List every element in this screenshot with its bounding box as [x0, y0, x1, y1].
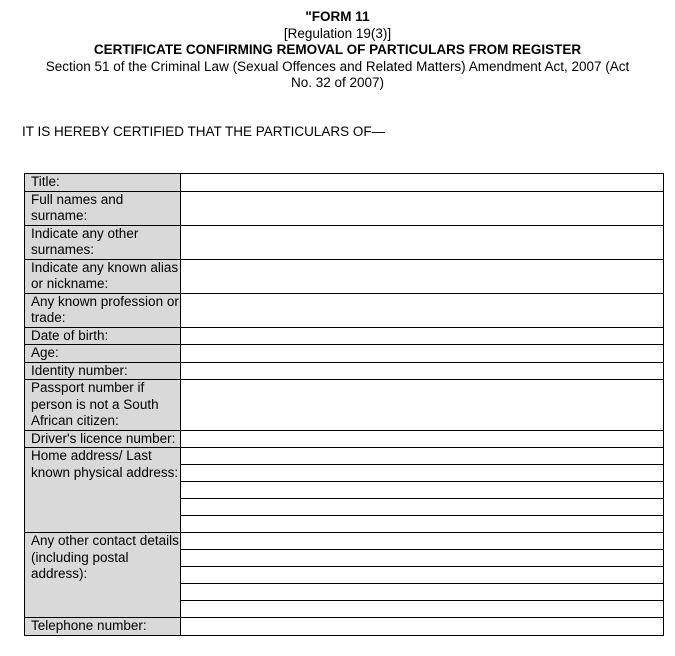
section-reference-line-2: No. 32 of 2007): [290, 75, 385, 90]
form-row-identity-number: [25, 362, 664, 380]
field-label-age: Age:: [25, 345, 181, 363]
form-row-any-known-profession-or-trade: [25, 293, 664, 327]
field-value-home-address-last-known-physical-address-4[interactable]: [181, 499, 664, 516]
form-number: "FORM 11: [305, 9, 370, 24]
form-row-indicate-any-known-alias-or-nickname: [25, 259, 664, 293]
field-value-indicate-any-other-surnames[interactable]: [181, 225, 664, 259]
field-label-date-of-birth: Date of birth:: [25, 327, 181, 345]
field-value-any-other-contact-details-including-postal-address-1[interactable]: [181, 533, 664, 550]
field-value-home-address-last-known-physical-address-1[interactable]: [181, 448, 664, 465]
field-value-any-other-contact-details-including-postal-address-3[interactable]: [181, 567, 664, 584]
field-label-title: Title:: [25, 174, 181, 192]
field-label-indicate-any-other-surnames: Indicate any other surnames:: [25, 225, 181, 259]
certificate-title: CERTIFICATE CONFIRMING REMOVAL OF PARTICULARS FROM REGISTER: [93, 42, 582, 57]
field-value-home-address-last-known-physical-address-5[interactable]: [181, 516, 664, 533]
form-row-telephone-number: [25, 618, 664, 636]
regulation-reference: [Regulation 19(3)]: [283, 26, 392, 41]
form-row-title: [25, 174, 664, 192]
field-label-indicate-any-known-alias-or-nickname: Indicate any known alias or nickname:: [25, 259, 181, 293]
field-label-identity-number: Identity number:: [25, 362, 181, 380]
form-row-date-of-birth: [25, 327, 664, 345]
form-row-home-address-last-known-physical-address-1: [25, 448, 664, 465]
field-label-home-address-last-known-physical-address: Home address/ Last known physical address:: [25, 448, 181, 533]
field-value-indicate-any-known-alias-or-nickname[interactable]: [181, 259, 664, 293]
field-value-any-other-contact-details-including-postal-address-4[interactable]: [181, 584, 664, 601]
field-value-passport-number-if-person-is-not-a-south-african-citizen[interactable]: [181, 380, 664, 431]
form-row-full-names-and-surname: [25, 191, 664, 225]
form-row-any-other-contact-details-including-postal-address-1: [25, 533, 664, 550]
field-value-driver-s-licence-number[interactable]: [181, 430, 664, 448]
field-label-full-names-and-surname: Full names and surname:: [25, 191, 181, 225]
field-value-home-address-last-known-physical-address-3[interactable]: [181, 482, 664, 499]
field-value-date-of-birth[interactable]: [181, 327, 664, 345]
field-value-any-known-profession-or-trade[interactable]: [181, 293, 664, 327]
field-value-title[interactable]: [181, 174, 664, 192]
field-value-telephone-number[interactable]: [181, 618, 664, 636]
field-value-full-names-and-surname[interactable]: [181, 191, 664, 225]
field-label-any-other-contact-details-including-postal-address: Any other contact details (including postal address):: [25, 533, 181, 618]
field-label-passport-number-if-person-is-not-a-south-african-citizen: Passport number if person is not a South African citizen:: [25, 380, 181, 431]
field-value-identity-number[interactable]: [181, 362, 664, 380]
form-row-passport-number-if-person-is-not-a-south-african-citizen: [25, 380, 664, 431]
particulars-table: [24, 173, 664, 636]
field-label-any-known-profession-or-trade: Any known profession or trade:: [25, 293, 181, 327]
certification-intro: IT IS HEREBY CERTIFIED THAT THE PARTICULARS OF—: [22, 124, 386, 139]
field-label-driver-s-licence-number: Driver's licence number:: [25, 430, 181, 448]
field-label-telephone-number: Telephone number:: [25, 618, 181, 636]
section-reference-line-1: Section 51 of the Criminal Law (Sexual Offences and Related Matters) Amendment Act, 2007 (Act: [45, 59, 630, 74]
form-row-age: [25, 345, 664, 363]
field-value-any-other-contact-details-including-postal-address-5[interactable]: [181, 601, 664, 618]
field-value-home-address-last-known-physical-address-2[interactable]: [181, 465, 664, 482]
form-row-indicate-any-other-surnames: [25, 225, 664, 259]
form-row-driver-s-licence-number: [25, 430, 664, 448]
field-value-age[interactable]: [181, 345, 664, 363]
field-value-any-other-contact-details-including-postal-address-2[interactable]: [181, 550, 664, 567]
